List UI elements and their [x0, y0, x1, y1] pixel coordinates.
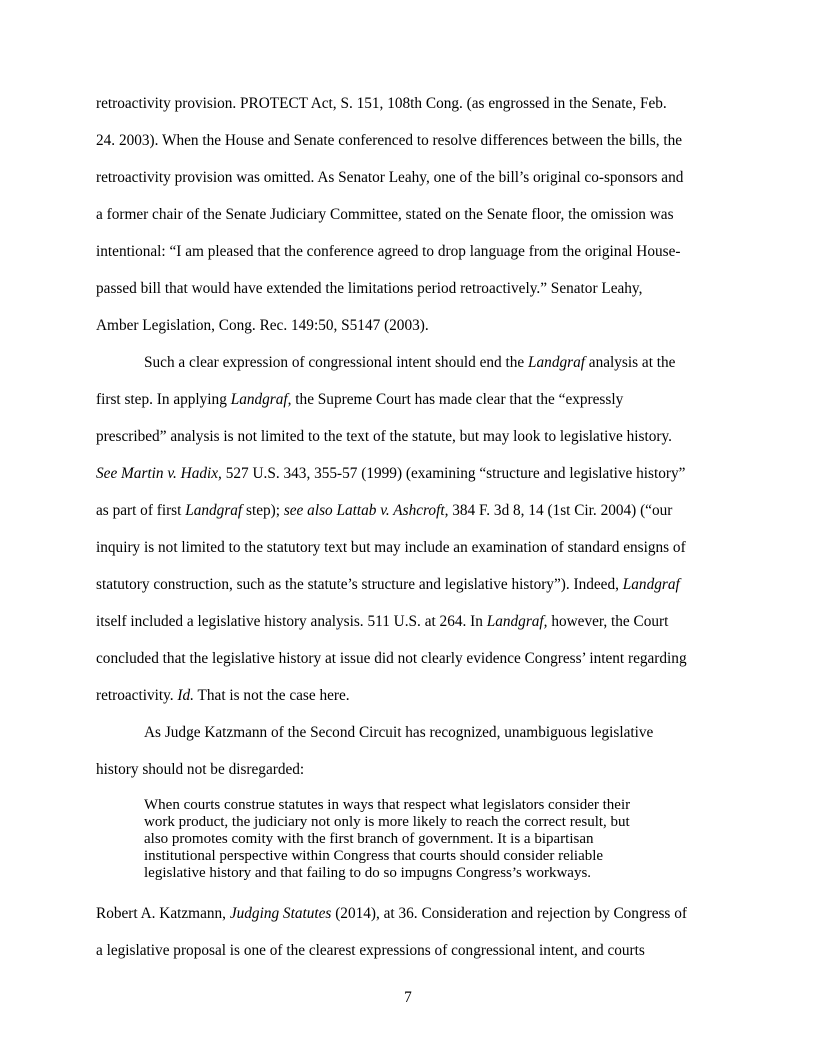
text-run: Such a clear expression of congressional intent should end the	[144, 354, 529, 371]
text-line: a former chair of the Senate Judiciary Committee, stated on the Senate floor, the omission was	[96, 206, 674, 223]
text-run: 384 F. 3d 8, 14 (1st Cir. 2004) (“our	[448, 502, 673, 519]
text-run: retroactivity.	[96, 687, 178, 704]
text-line	[96, 612, 720, 632]
text-run: (2014), at 36. Consideration and rejection by Congress of	[331, 905, 687, 922]
quote-line: institutional perspective within Congress that courts should consider reliable	[144, 848, 604, 864]
page-number: 7	[404, 989, 412, 1006]
case-name: Landgraf,	[486, 613, 548, 630]
text-run: Robert A. Katzmann,	[96, 905, 230, 922]
text-line	[96, 501, 720, 521]
text-line: intentional: “I am pleased that the conference agreed to drop language from the original House-	[96, 243, 681, 260]
book-title: Judging Statutes	[229, 905, 332, 922]
text-run: first step. In applying	[96, 391, 231, 408]
text-line: inquiry is not limited to the statutory text but may include an examination of standard ensigns of	[96, 539, 686, 556]
text-run: That is not the case here.	[194, 687, 350, 704]
case-name: Landgraf	[185, 502, 243, 519]
text-run: itself included a legislative history analysis. 511 U.S. at 264. In	[96, 613, 487, 630]
text-line: retroactivity provision was omitted. As Senator Leahy, one of the bill’s original co-sponsors and	[96, 169, 684, 186]
quote-line: also promotes comity with the first branch of government. It is a bipartisan	[144, 831, 594, 847]
text-line: 24. 2003). When the House and Senate conferenced to resolve differences between the bills, the	[96, 132, 683, 149]
citation-signal: Id.	[177, 687, 194, 704]
citation-signal: see also Lattab v. Ashcroft,	[283, 502, 449, 519]
quote-line: work product, the judiciary not only is more likely to reach the correct result, but	[144, 814, 630, 830]
text-line	[96, 575, 720, 595]
case-name: Landgraf	[622, 576, 680, 593]
quote-line: When courts construe statutes in ways that respect what legislators consider their	[144, 797, 631, 813]
text-run: step);	[242, 502, 284, 519]
text-line: retroactivity provision. PROTECT Act, S. 151, 108th Cong. (as engrossed in the Senate, Feb.	[96, 95, 667, 112]
text-line	[96, 686, 720, 706]
citation-signal: See Martin v. Hadix,	[96, 465, 222, 482]
text-line	[144, 353, 720, 373]
text-line	[96, 464, 720, 484]
quote-line: legislative history and that failing to do so impugns Congress’s workways.	[144, 865, 592, 881]
text-run: however, the Court	[547, 613, 669, 630]
text-line: a legislative proposal is one of the clearest expressions of congressional intent, and courts	[96, 942, 645, 959]
text-line: As Judge Katzmann of the Second Circuit has recognized, unambiguous legislative	[144, 724, 654, 741]
text-line: history should not be disregarded:	[96, 761, 305, 778]
text-run: analysis at the	[584, 354, 676, 371]
text-line	[96, 390, 720, 410]
text-line: prescribed” analysis is not limited to the text of the statute, but may look to legislative history.	[96, 428, 672, 445]
case-name: Landgraf	[528, 354, 585, 371]
text-run: the Supreme Court has made clear that the “expressly	[291, 391, 624, 408]
text-run: statutory construction, such as the statute’s structure and legislative history”). Indeed,	[96, 576, 623, 593]
text-line: Amber Legislation, Cong. Rec. 149:50, S5147 (2003).	[96, 317, 429, 334]
case-name: Landgraf,	[230, 391, 292, 408]
text-run: as part of first	[96, 502, 186, 519]
text-line: passed bill that would have extended the limitations period retroactively.” Senator Leahy,	[96, 280, 643, 297]
text-run: 527 U.S. 343, 355-57 (1999) (examining “structure and legislative history”	[221, 465, 686, 482]
text-line: concluded that the legislative history at issue did not clearly evidence Congress’ intent regarding	[96, 650, 687, 667]
text-line	[96, 904, 720, 924]
